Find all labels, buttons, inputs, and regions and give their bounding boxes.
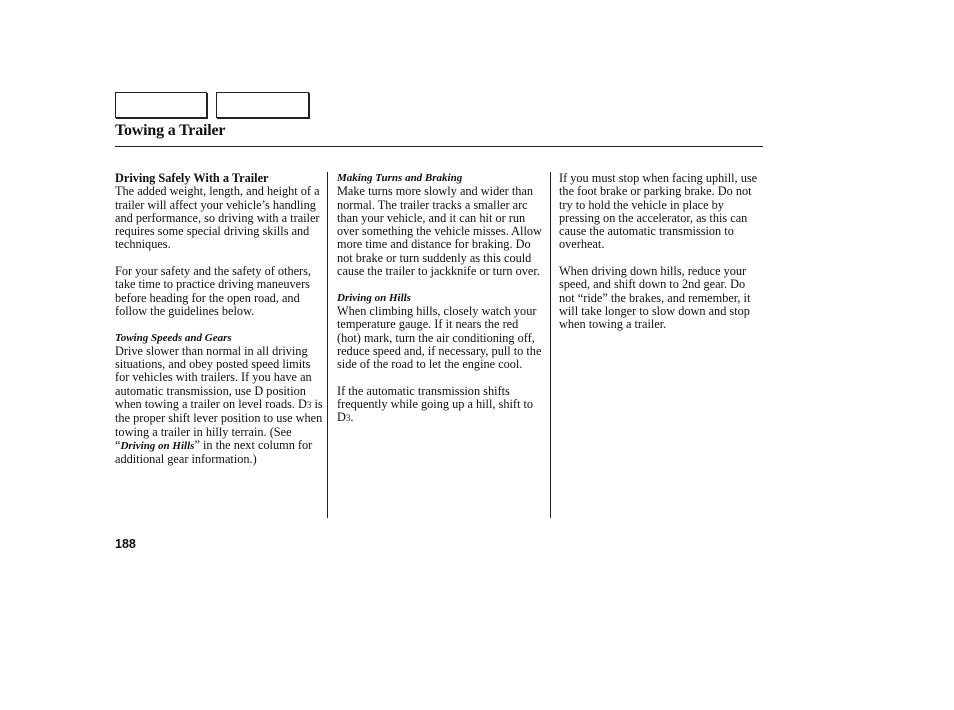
gear-subscript: 3	[345, 413, 351, 424]
paragraph: When climbing hills, closely watch your temperature gauge. If it nears the red (hot) mark, turn the air conditioning off, reduce speed and, if necessary, pull to the side of the road to let the engine cool.	[337, 303, 542, 372]
nav-button-previous[interactable]	[115, 92, 207, 118]
nav-button-next[interactable]	[216, 92, 309, 118]
paragraph: If the automatic transmission shifts frequently while going up a hill, shift to D3.	[337, 383, 534, 425]
paragraph: Make turns more slowly and wider than normal. The trailer tracks a smaller arc than your vehicle, and it can hit or run over something the vehicle misses. Allow more time and distance for braking. Do not brake or turn suddenly as this could cause the trailer to jackknife or turn over.	[337, 184, 542, 279]
title-divider	[115, 146, 763, 147]
column-divider	[550, 172, 551, 518]
section-heading-driving-safely: Driving Safely With a Trailer	[115, 171, 269, 185]
paragraph: When driving down hills, reduce your speed, and shift down to 2nd gear. Do not “ride” the brakes, and remember, it will take longer to slow down and stop when towing a trailer.	[559, 264, 751, 332]
paragraph: The added weight, length, and height of a trailer will affect your vehicle’s handling and performance, so driving with a trailer requires some special driving skills and techniques.	[115, 184, 320, 252]
column-divider	[327, 172, 328, 518]
column-middle	[337, 172, 543, 439]
subheading-towing-speeds: Towing Speeds and Gears	[115, 331, 232, 344]
subheading-turns-braking: Making Turns and Braking	[337, 172, 463, 184]
paragraph-towing-speeds: Drive slower than normal in all driving situations, and obey posted speed limits for vehicles with trailers. If you have an automatic transmission, use D position when towing a trailer on level roads. D3 is the proper shift lever position to use when towing a trailer in hilly terrain. (See “Driving on Hills” in the next column for additional gear information.)	[115, 343, 323, 467]
gear-subscript: 3	[306, 400, 312, 411]
page-number: 188	[115, 537, 136, 551]
subheading-driving-hills: Driving on Hills	[337, 291, 411, 304]
cross-reference-link[interactable]: Driving on Hills	[120, 439, 195, 452]
paragraph: If you must stop when facing uphill, use the foot brake or parking brake. Do not try to hold the vehicle in place by pressing on the accelerator, as this can cause the automatic transmission to overheat.	[559, 171, 758, 252]
column-left	[115, 172, 323, 480]
page-title: Towing a Trailer	[115, 122, 226, 139]
paragraph: For your safety and the safety of others, take time to practice driving maneuvers before heading for the open road, and follow the guidelines below.	[115, 264, 312, 318]
column-right	[559, 172, 763, 345]
